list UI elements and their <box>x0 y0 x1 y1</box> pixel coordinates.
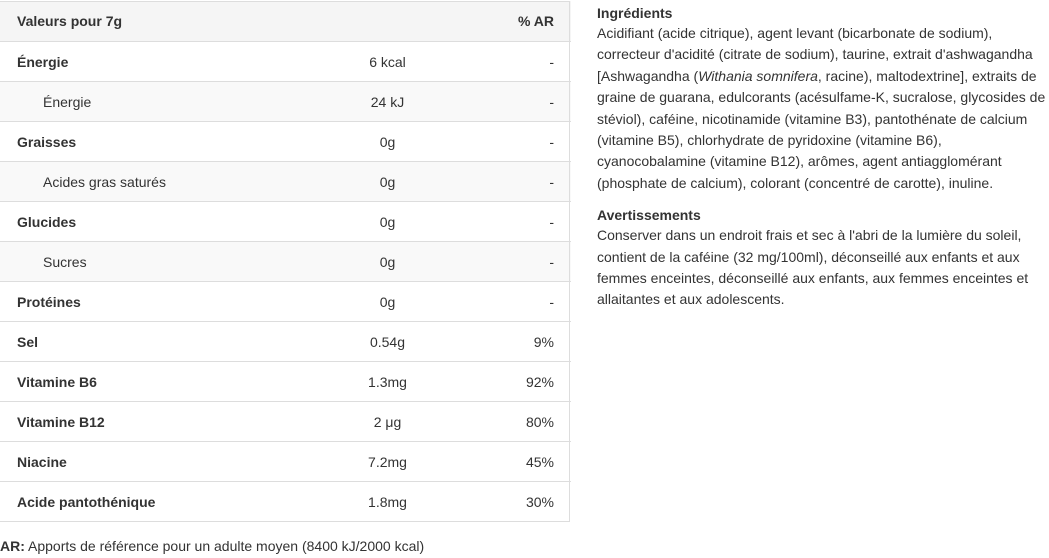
table-row <box>0 402 571 442</box>
footnote-text: Apports de référence pour un adulte moyen (8400 kJ/2000 kcal) <box>24 538 425 554</box>
ingredients-text <box>597 23 1049 194</box>
ar-footnote <box>0 538 424 554</box>
table-row <box>0 122 571 162</box>
table-row <box>0 42 571 82</box>
ingredients-title: Ingrédients <box>597 5 673 21</box>
nutrient-ar-percent: - <box>475 202 571 242</box>
ingredients-text-part1: Acidifiant (acide citrique), agent levant (bicarbonate de sodium), correcteur d'acidité (citrate de sodium), taurine, extrait d'ashwagandha [Ashwagandha ( <box>597 25 1033 84</box>
nutrient-name: Vitamine B12 <box>0 402 300 442</box>
header-amount-label <box>300 1 475 42</box>
nutrient-amount: 1.8mg <box>368 493 407 510</box>
table-row <box>0 442 571 482</box>
header-values-label: Valeurs pour 7g <box>0 1 300 42</box>
nutrient-name: Sel <box>0 322 300 362</box>
warnings-title: Avertissements <box>597 207 701 224</box>
product-info <box>597 4 1049 311</box>
nutrient-name: Niacine <box>0 442 300 482</box>
nutrient-amount: 7.2mg <box>300 442 475 482</box>
nutrient-amount: 2 μg <box>300 402 475 442</box>
nutrient-name: Énergie <box>0 42 300 82</box>
nutrient-amount: 0g <box>300 282 475 322</box>
nutrient-ar-percent: 80% <box>475 402 571 442</box>
nutrient-ar-percent: - <box>475 82 571 122</box>
ingredients-latin-name: Withania somnifera <box>698 67 818 84</box>
nutrient-amount: 0g <box>300 162 475 202</box>
nutrient-ar-percent: 30% <box>525 493 554 510</box>
nutrient-amount: 0g <box>300 242 475 282</box>
nutrient-name: Protéines <box>0 282 300 322</box>
nutrient-ar-percent: 9% <box>475 322 571 362</box>
nutrient-amount: 6 kcal <box>300 42 475 82</box>
table-row <box>0 322 571 362</box>
nutrient-ar-percent: - <box>475 42 571 82</box>
table-row <box>0 282 571 322</box>
table-row <box>0 362 571 402</box>
nutrient-name: Glucides <box>0 202 300 242</box>
header-ar-label: % AR <box>475 1 571 42</box>
nutrient-name: Énergie <box>0 82 300 122</box>
nutrition-table-header <box>0 1 571 42</box>
nutrient-name: Acide pantothénique <box>17 493 156 510</box>
nutrient-name: Sucres <box>0 242 300 282</box>
warnings-text: Conserver dans un endroit frais et sec à l'abri de la lumière du soleil, contient de la caféine (32 mg/100ml), déconseillé aux enfants et aux femmes enceintes, déconseillé aux enfants, aux femmes enceintes et allaitantes et aux adolescents. <box>597 227 1029 308</box>
footnote-label: AR: <box>0 538 25 554</box>
nutrient-ar-percent: - <box>475 282 571 322</box>
nutrient-amount: 0g <box>300 122 475 162</box>
nutrient-name: Vitamine B6 <box>0 362 300 402</box>
ingredients-text-part2: , racine), maltodextrine], extraits de graine de guarana, edulcorants (acésulfame-K, sucralose, glycosides de stéviol), caféine, nicotinamide (vitamine B3), pantothénate de calcium (vitamine B5), chlorhydrate de pyridoxine (vitamine B6), cyanocobalamine (vitamine B12), arômes, agent antiagglomérant (phosphate de calcium), colorant (concentré de carotte), inuline. <box>597 67 1046 191</box>
nutrient-ar-percent: 92% <box>475 362 571 402</box>
nutrient-ar-percent: 45% <box>475 442 571 482</box>
nutrient-ar-percent: - <box>475 122 571 162</box>
nutrient-amount: 1.3mg <box>300 362 475 402</box>
table-row <box>0 202 571 242</box>
table-row <box>0 482 571 522</box>
nutrient-ar-percent: - <box>475 242 571 282</box>
table-row <box>0 82 571 122</box>
nutrition-table <box>0 1 571 521</box>
nutrient-amount: 0g <box>300 202 475 242</box>
nutrient-name: Acides gras saturés <box>0 162 300 202</box>
table-row <box>0 162 571 202</box>
nutrient-amount: 0.54g <box>300 322 475 362</box>
nutrient-amount: 24 kJ <box>300 82 475 122</box>
nutrient-ar-percent: - <box>475 162 571 202</box>
nutrient-name: Graisses <box>0 122 300 162</box>
table-row <box>0 242 571 282</box>
nutrition-table-body <box>0 42 571 522</box>
